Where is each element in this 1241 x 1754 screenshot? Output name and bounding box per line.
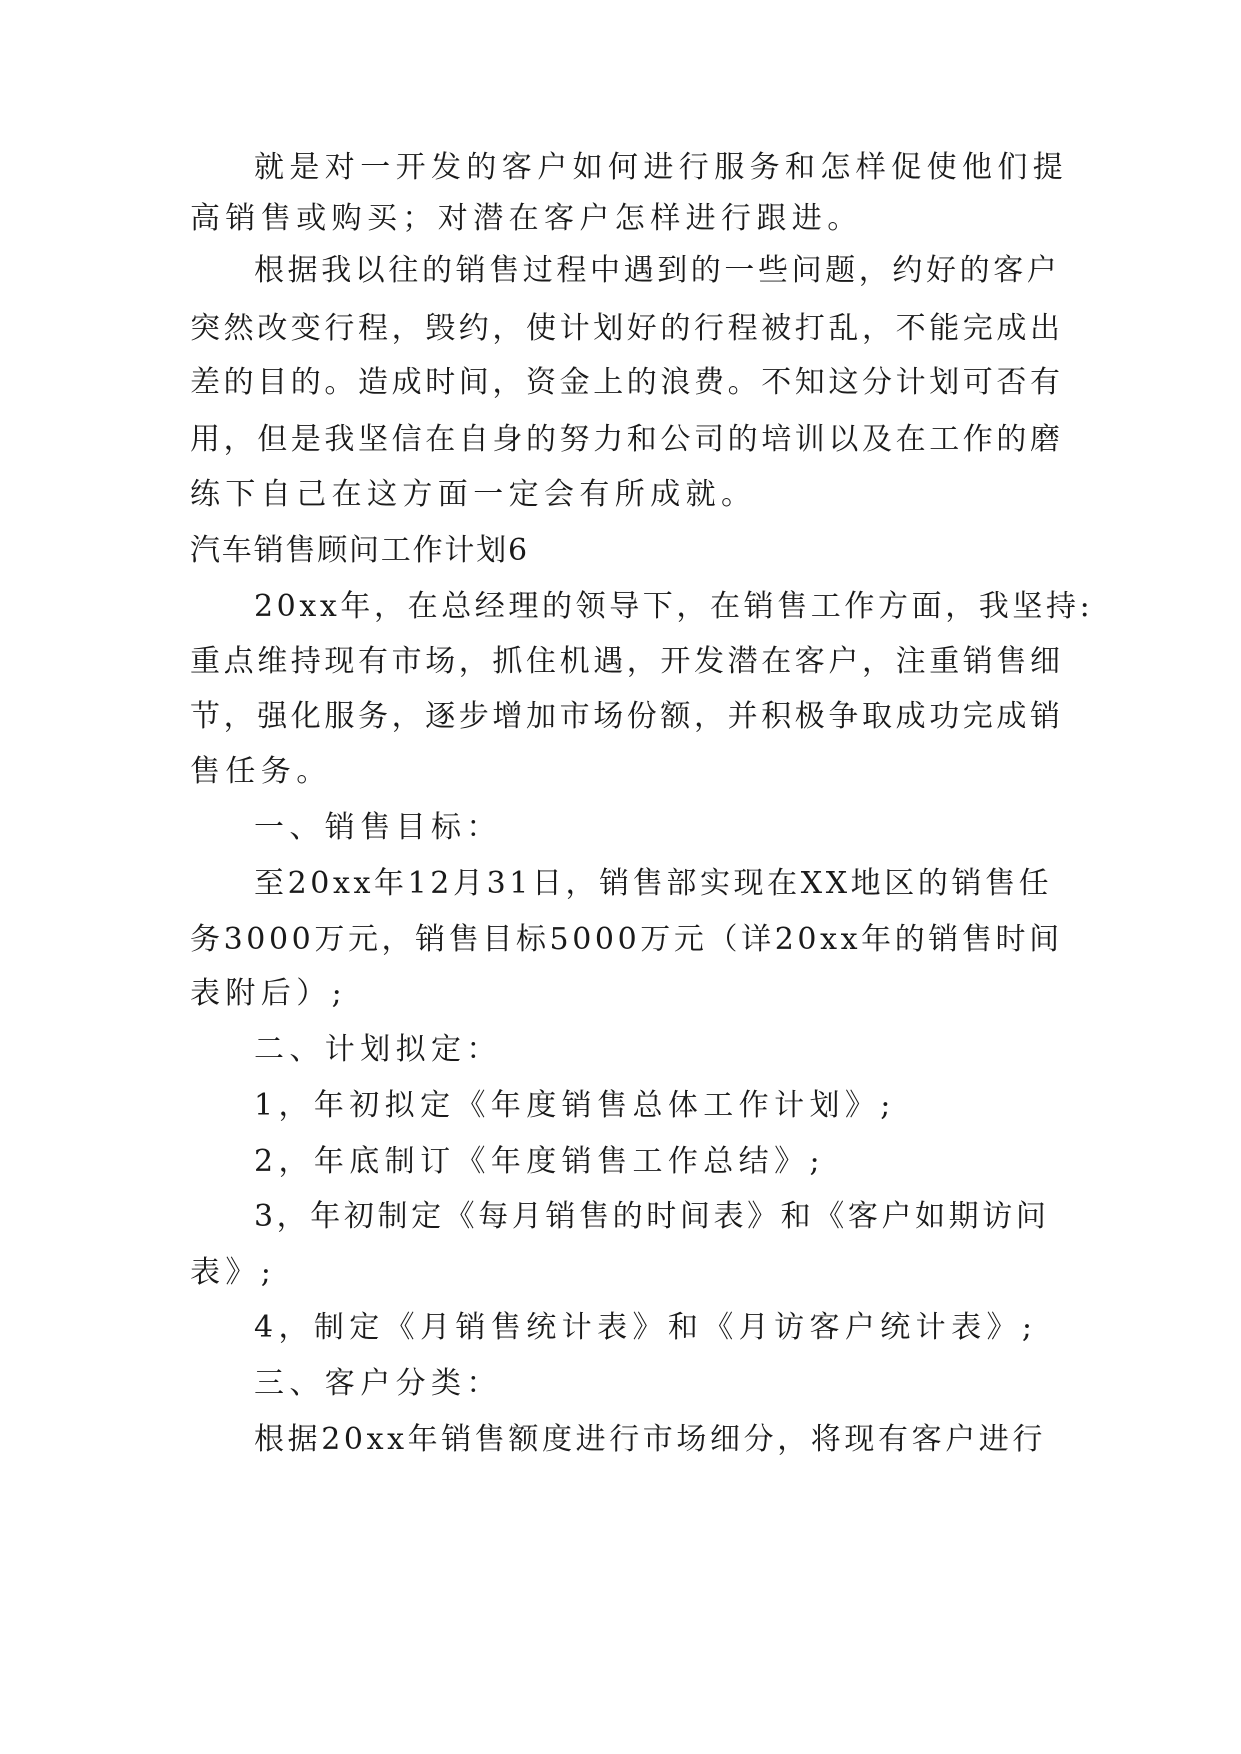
- paragraph-line-5: 差的目的。造成时间，资金上的浪费。不知这分计划可否有: [190, 365, 1064, 400]
- subheading-plan: 二、计划拟定：: [254, 1032, 502, 1067]
- paragraph-line-15: 务3000万元，销售目标5000万元（详20xx年的销售时间: [190, 922, 1063, 957]
- paragraph-line-16: 表附后）;: [190, 976, 348, 1011]
- paragraph-line-12: 售任务。: [190, 754, 332, 789]
- paragraph-line-9: 20xx年，在总经理的领导下，在销售工作方面，我坚持:: [254, 589, 1094, 624]
- section-heading: 汽车销售顾问工作计划6: [190, 533, 529, 568]
- list-item-4: 4，制定《月销售统计表》和《月访客户统计表》;: [254, 1310, 1038, 1345]
- paragraph-line-24: 根据20xx年销售额度进行市场细分，将现有客户进行: [254, 1422, 1047, 1457]
- list-item-3-continued: 表》;: [190, 1255, 277, 1290]
- paragraph-line-1: 就是对一开发的客户如何进行服务和怎样促使他们提: [254, 150, 1069, 185]
- list-item-3: 3，年初制定《每月销售的时间表》和《客户如期访问: [254, 1199, 1050, 1234]
- paragraph-line-6: 用，但是我坚信在自身的努力和公司的培训以及在工作的磨: [190, 422, 1064, 457]
- paragraph-line-11: 节，强化服务，逐步增加市场份额，并积极争取成功完成销: [190, 699, 1064, 734]
- paragraph-line-7: 练下自己在这方面一定会有所成就。: [190, 477, 757, 512]
- paragraph-line-14: 至20xx年12月31日，销售部实现在XX地区的销售任: [254, 866, 1053, 901]
- subheading-sales-target: 一、销售目标：: [254, 810, 502, 845]
- subheading-customer-classification: 三、客户分类：: [254, 1366, 502, 1401]
- paragraph-line-4: 突然改变行程，毁约，使计划好的行程被打乱，不能完成出: [190, 311, 1064, 346]
- paragraph-line-3: 根据我以往的销售过程中遇到的一些问题，约好的客户: [254, 253, 1061, 288]
- paragraph-line-2: 高销售或购买；对潜在客户怎样进行跟进。: [190, 201, 863, 236]
- paragraph-line-10: 重点维持现有市场，抓住机遇，开发潜在客户，注重销售细: [190, 644, 1064, 679]
- list-item-1: 1，年初拟定《年度销售总体工作计划》;: [254, 1088, 896, 1123]
- list-item-2: 2，年底制订《年度销售工作总结》;: [254, 1144, 825, 1179]
